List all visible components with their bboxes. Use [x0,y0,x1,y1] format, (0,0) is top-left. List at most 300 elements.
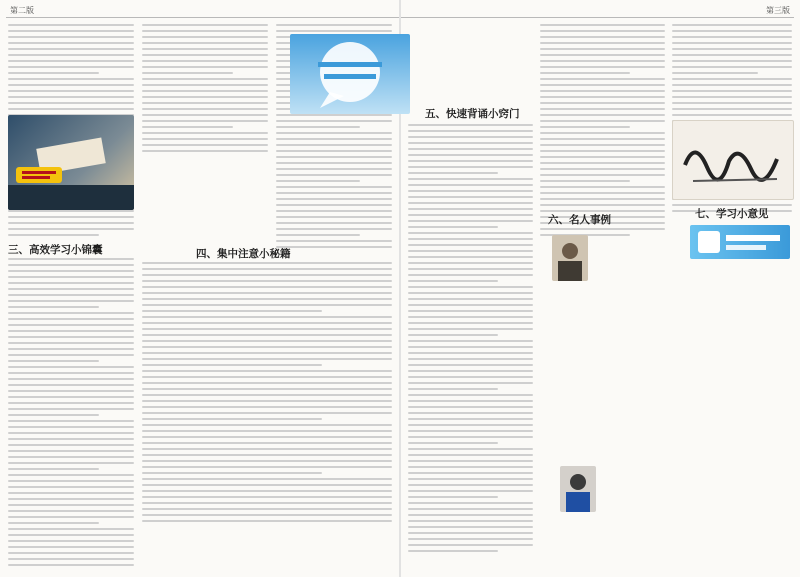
section-6-heading: 六、名人事例 [548,214,611,226]
text-line [142,340,392,342]
text-line [276,174,392,176]
text-line [8,36,134,38]
text-line [408,250,533,252]
article-body-left-5 [142,262,392,526]
text-line [276,246,392,248]
text-line [540,78,665,80]
text-line [8,264,134,266]
text-line [408,370,533,372]
text-line [142,484,392,486]
text-line [408,514,533,516]
text-line [408,496,498,498]
text-line [540,192,665,194]
text-line [142,30,268,32]
text-line [8,504,134,506]
text-line [672,24,792,26]
text-line [142,466,392,468]
text-line [408,256,533,258]
text-line [142,78,268,80]
text-line [408,544,533,546]
text-line [142,442,392,444]
text-line [540,84,665,86]
text-line [8,72,99,74]
text-line [540,114,665,116]
left-page-label: 第二版 [10,6,34,15]
text-line [142,316,392,318]
text-line [142,150,268,152]
text-line [672,42,792,44]
text-line [276,144,392,146]
text-line [8,426,134,428]
text-line [408,400,533,402]
text-line [276,132,392,134]
text-line [540,204,665,206]
text-line [408,430,533,432]
text-line [276,150,392,152]
text-line [408,340,533,342]
text-line [142,66,268,68]
text-line [8,432,134,434]
text-line [408,526,533,528]
text-line [142,436,392,438]
text-line [8,66,134,68]
section-5-heading: 五、快速背诵小窍门 [425,108,520,120]
text-line [142,120,268,122]
text-line [8,450,134,452]
text-line [8,444,134,446]
text-line [142,286,392,288]
text-line [276,240,392,242]
text-line [408,328,533,330]
text-line [540,36,665,38]
text-line [8,318,134,320]
text-line [8,234,99,236]
text-line [142,126,233,128]
text-line [8,24,134,26]
text-line [8,30,134,32]
text-line [408,490,533,492]
text-line [276,216,392,218]
section-7-heading: 七、学习小意见 [695,208,769,220]
text-line [672,66,792,68]
text-line [8,210,134,212]
text-line [8,378,134,380]
text-line [8,222,134,224]
text-line [540,156,665,158]
text-line [8,390,134,392]
text-line [8,468,99,470]
text-line [540,198,665,200]
text-line [142,358,392,360]
text-line [8,552,134,554]
text-line [142,454,392,456]
text-line [142,460,392,462]
text-line [540,24,665,26]
text-line [408,424,533,426]
text-line [142,478,392,480]
text-line [8,288,134,290]
text-line [408,172,498,174]
text-line [408,232,533,234]
text-line [672,78,792,80]
text-line [276,24,392,26]
text-line [540,96,665,98]
text-line [540,30,665,32]
text-line [408,454,533,456]
text-line [408,148,533,150]
text-line [142,274,392,276]
calligraphy-icon [673,121,793,199]
text-line [408,184,533,186]
text-line [408,436,533,438]
text-line [540,120,665,122]
text-line [8,462,134,464]
text-line [8,270,134,272]
text-line [540,180,630,182]
text-line [142,430,392,432]
text-line [8,96,134,98]
text-line [672,72,758,74]
text-line [540,138,665,140]
right-page-label: 第三版 [766,6,790,15]
text-line [8,480,134,482]
text-line [142,268,392,270]
text-line [408,154,533,156]
text-line [142,42,268,44]
text-line [408,346,533,348]
text-line [408,376,533,378]
section-4-heading: 四、集中注意小秘籍 [196,248,291,260]
text-line [8,438,134,440]
text-line [142,90,268,92]
text-line [8,558,134,560]
text-line [8,342,134,344]
text-line [408,334,498,336]
text-line [540,168,665,170]
text-line [8,216,134,218]
text-line [672,36,792,38]
text-line [142,298,392,300]
text-line [8,360,99,362]
text-line [408,298,533,300]
text-line [408,220,533,222]
text-line [276,222,392,224]
text-line [540,162,665,164]
text-line [8,510,134,512]
text-line [276,186,392,188]
text-line [142,394,392,396]
text-line [142,328,392,330]
text-line [8,486,134,488]
text-line [672,102,792,104]
text-line [276,120,392,122]
student-photo-icon [560,466,596,512]
text-line [8,258,134,260]
text-line [8,348,134,350]
text-line [276,126,360,128]
text-line [8,528,134,530]
text-line [408,472,533,474]
text-line [408,484,533,486]
article-body-right-1 [408,124,533,556]
text-line [540,144,665,146]
text-line [408,178,533,180]
text-line [408,130,533,132]
text-line [408,214,533,216]
text-line [8,384,134,386]
text-line [408,292,533,294]
text-line [276,204,392,206]
text-line [142,84,268,86]
text-line [8,48,134,50]
text-line [408,394,533,396]
text-line [672,30,792,32]
text-line [672,90,792,92]
text-line [672,108,792,110]
text-line [540,150,665,152]
text-line [8,42,134,44]
text-line [142,114,268,116]
text-line [276,162,392,164]
text-line [142,376,392,378]
text-line [540,228,665,230]
text-line [8,366,134,368]
text-line [540,90,665,92]
text-line [8,84,134,86]
text-line [142,502,392,504]
text-line [142,108,268,110]
text-line [540,132,665,134]
text-line [408,142,533,144]
text-line [8,522,99,524]
text-line [276,198,392,200]
text-line [142,424,392,426]
text-line [8,108,134,110]
text-line [142,304,392,306]
text-line [276,138,392,140]
text-line [142,96,268,98]
text-line [142,346,392,348]
text-line [8,324,134,326]
text-line [8,276,134,278]
text-line [408,190,533,192]
text-line [142,48,268,50]
student-photo [560,466,596,512]
article-body-right-2 [540,24,665,240]
text-line [8,78,134,80]
speech-bubble-icon [290,34,410,114]
text-line [8,456,134,458]
text-line [8,330,134,332]
text-line [408,352,533,354]
study-book-icon [690,225,790,259]
text-line [142,310,322,312]
article-body-left-2 [8,258,134,570]
text-line [540,126,630,128]
text-line [142,334,392,336]
text-line [408,166,533,168]
text-line [408,364,533,366]
text-line [8,228,134,230]
text-line [276,210,392,212]
text-line [540,174,665,176]
text-line [142,388,392,390]
scholar-portrait [552,235,588,281]
text-line [672,84,792,86]
text-line [408,268,533,270]
text-line [408,262,533,264]
text-line [142,60,268,62]
text-line [408,322,533,324]
text-line [142,514,392,516]
text-line [142,406,392,408]
text-line [408,136,533,138]
text-line [408,160,533,162]
text-line [8,564,134,566]
text-line [276,30,392,32]
text-line [540,54,665,56]
text-line [276,228,392,230]
text-line [408,226,498,228]
text-line [142,448,392,450]
text-line [8,90,134,92]
text-line [142,292,392,294]
text-line [8,498,134,500]
text-line [408,124,533,126]
text-line [672,96,792,98]
text-line [142,322,392,324]
text-line [408,502,533,504]
text-line [408,520,533,522]
text-line [8,402,134,404]
text-line [540,72,630,74]
text-line [408,244,533,246]
text-line [408,280,498,282]
text-line [142,138,268,140]
text-line [672,54,792,56]
calligraphy-image [672,120,794,200]
text-line [408,382,533,384]
text-line [408,532,533,534]
text-line [142,280,392,282]
text-line [408,406,533,408]
text-line [142,412,392,414]
right-col-3 [672,20,792,577]
text-line [142,102,268,104]
scholar-portrait-icon [552,235,588,281]
study-book-image [690,225,790,259]
text-line [540,42,665,44]
text-line [408,418,533,420]
text-line [142,36,268,38]
text-line [408,508,533,510]
text-line [8,102,134,104]
text-line [142,370,392,372]
text-line [408,442,498,444]
text-line [142,72,233,74]
text-line [8,540,134,542]
text-line [276,114,392,116]
text-line [8,282,134,284]
text-line [408,310,533,312]
text-line [8,414,99,416]
text-line [142,382,392,384]
text-line [8,336,134,338]
speech-bubble-photo [290,34,410,114]
text-line [142,144,268,146]
text-line [8,60,134,62]
text-line [408,286,533,288]
text-line [408,388,498,390]
text-line [8,312,134,314]
text-line [672,48,792,50]
text-line [142,418,322,420]
right-col-1 [408,20,533,577]
text-line [8,306,99,308]
text-line [8,534,134,536]
text-line [8,492,134,494]
text-line [408,274,533,276]
text-line [142,364,322,366]
text-line [8,474,134,476]
text-line [142,520,392,522]
text-line [408,550,498,552]
text-line [540,186,665,188]
text-line [540,102,665,104]
text-line [276,156,392,158]
text-line [408,448,533,450]
text-line [8,372,134,374]
text-line [8,420,134,422]
text-line [142,352,392,354]
text-line [408,466,533,468]
text-line [8,54,134,56]
text-line [672,60,792,62]
text-line [142,472,322,474]
text-line [142,490,392,492]
text-line [276,168,392,170]
text-line [408,196,533,198]
text-line [408,478,533,480]
text-line [408,460,533,462]
text-line [8,300,134,302]
text-line [8,354,134,356]
section-3-heading: 三、高效学习小锦囊 [8,244,103,256]
text-line [540,108,665,110]
text-line [672,114,792,116]
text-line [408,538,533,540]
text-line [276,192,392,194]
text-line [540,66,665,68]
text-line [8,516,134,518]
text-line [408,238,533,240]
text-line [142,132,268,134]
left-lower-block [142,262,392,562]
desk-photo-icon [8,115,134,210]
text-line [8,408,134,410]
left-col-1 [8,20,134,577]
text-line [408,202,533,204]
text-line [408,304,533,306]
text-line [540,48,665,50]
text-line [408,412,533,414]
text-line [8,396,134,398]
text-line [540,60,665,62]
text-line [142,262,392,264]
text-line [408,208,533,210]
desk-photo [8,115,134,210]
text-line [142,496,392,498]
